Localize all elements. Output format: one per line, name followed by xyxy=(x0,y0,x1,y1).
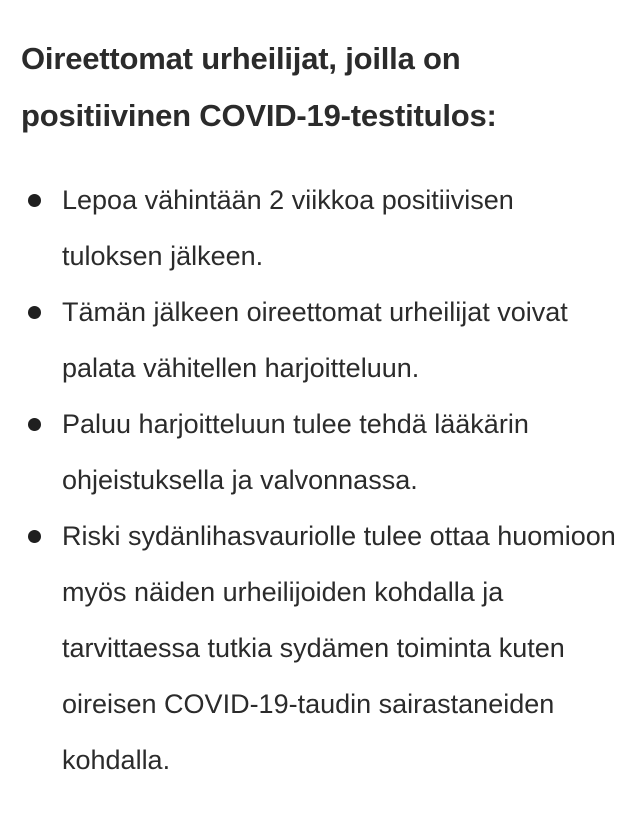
list-item-text: Lepoa vähintään 2 viikkoa positiivisen tuloksen jälkeen. xyxy=(62,185,514,271)
bullet-icon xyxy=(28,418,41,431)
bullet-list xyxy=(21,172,620,788)
bullet-icon xyxy=(28,194,41,207)
bullet-icon xyxy=(28,306,41,319)
list-item xyxy=(21,284,620,396)
list-item xyxy=(21,508,620,788)
list-item-text: Riski sydänlihasvauriolle tulee ottaa huomioon myös näiden urheilijoiden kohdalla ja tarvittaessa tutkia sydämen toiminta kuten oireisen COVID-19-taudin sairastaneiden kohdalla. xyxy=(62,521,616,775)
list-item xyxy=(21,396,620,508)
section-heading: Oireettomat urheilijat, joilla on positiivinen COVID-19-testitulos: xyxy=(21,41,497,133)
list-item xyxy=(21,172,620,284)
list-item-text: Paluu harjoitteluun tulee tehdä lääkärin ohjeistuksella ja valvonnassa. xyxy=(62,409,529,495)
bullet-icon xyxy=(28,530,41,543)
list-item-text: Tämän jälkeen oireettomat urheilijat voivat palata vähitellen harjoitteluun. xyxy=(62,297,568,383)
